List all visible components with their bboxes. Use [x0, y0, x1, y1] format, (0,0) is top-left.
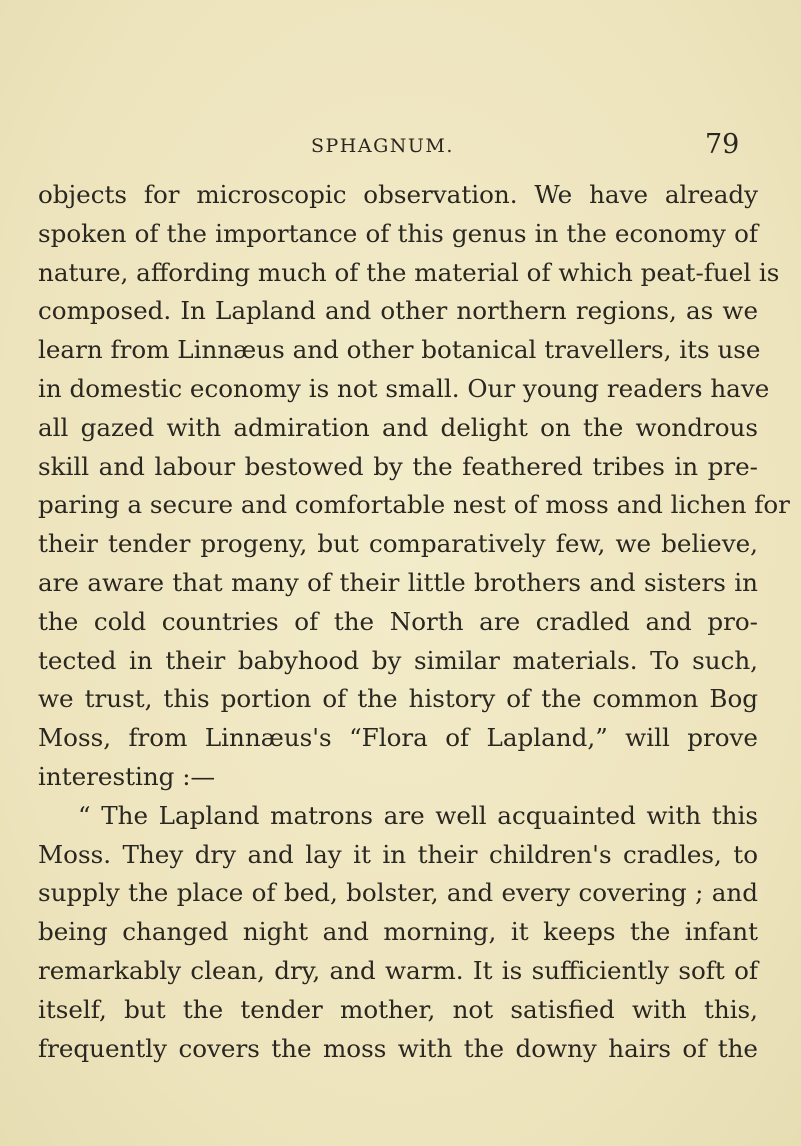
text-line: in domestic economy is not small. Our young readers have [38, 373, 770, 403]
text-line: are aware that many of their little brothers and sisters in [38, 567, 758, 597]
running-title: SPHAGNUM. [311, 135, 454, 157]
text-line: learn from Linnæus and other botanical travellers, its use [38, 335, 761, 365]
text-line: skill and labour bestowed by the feathered tribes in pre- [38, 451, 758, 481]
text-line: tected in their babyhood by similar materials. To such, [38, 645, 758, 675]
quote-line: frequently covers the moss with the downy hairs of the [38, 1033, 758, 1063]
text-line: Moss, from Linnæus's “Flora of Lapland,” will prove [38, 723, 758, 753]
text-line: we trust, this portion of the history of the common Bog [38, 684, 758, 714]
running-head [0, 129, 801, 160]
text-line: their tender progeny, but comparatively few, we believe, [38, 529, 758, 559]
text-line: composed. In Lapland and other northern regions, as we [38, 296, 758, 326]
body-text [38, 176, 790, 1068]
page-number: 79 [705, 129, 740, 160]
quote-line: “ The Lapland matrons are well acquainted with this [78, 800, 758, 830]
text-line: spoken of the importance of this genus in the economy of [38, 218, 758, 248]
text-line: objects for microscopic observation. We have already [38, 180, 758, 209]
text-line: the cold countries of the North are cradled and pro- [38, 606, 758, 636]
text-line: paring a secure and comfortable nest of moss and lichen for [38, 490, 790, 520]
quote-line: supply the place of bed, bolster, and every covering ; and [38, 878, 758, 908]
quote-line: itself, but the tender mother, not satisfied with this, [38, 994, 758, 1024]
text-line: interesting :— [38, 761, 216, 791]
quote-line: remarkably clean, dry, and warm. It is sufficiently soft of [38, 955, 758, 985]
quote-line: being changed night and morning, it keeps the infant [38, 917, 758, 947]
text-line: nature, affording much of the material of which peat-fuel is [38, 257, 780, 287]
quote-line: Moss. They dry and lay it in their children's cradles, to [38, 839, 758, 869]
text-line: all gazed with admiration and delight on the wondrous [38, 412, 758, 442]
